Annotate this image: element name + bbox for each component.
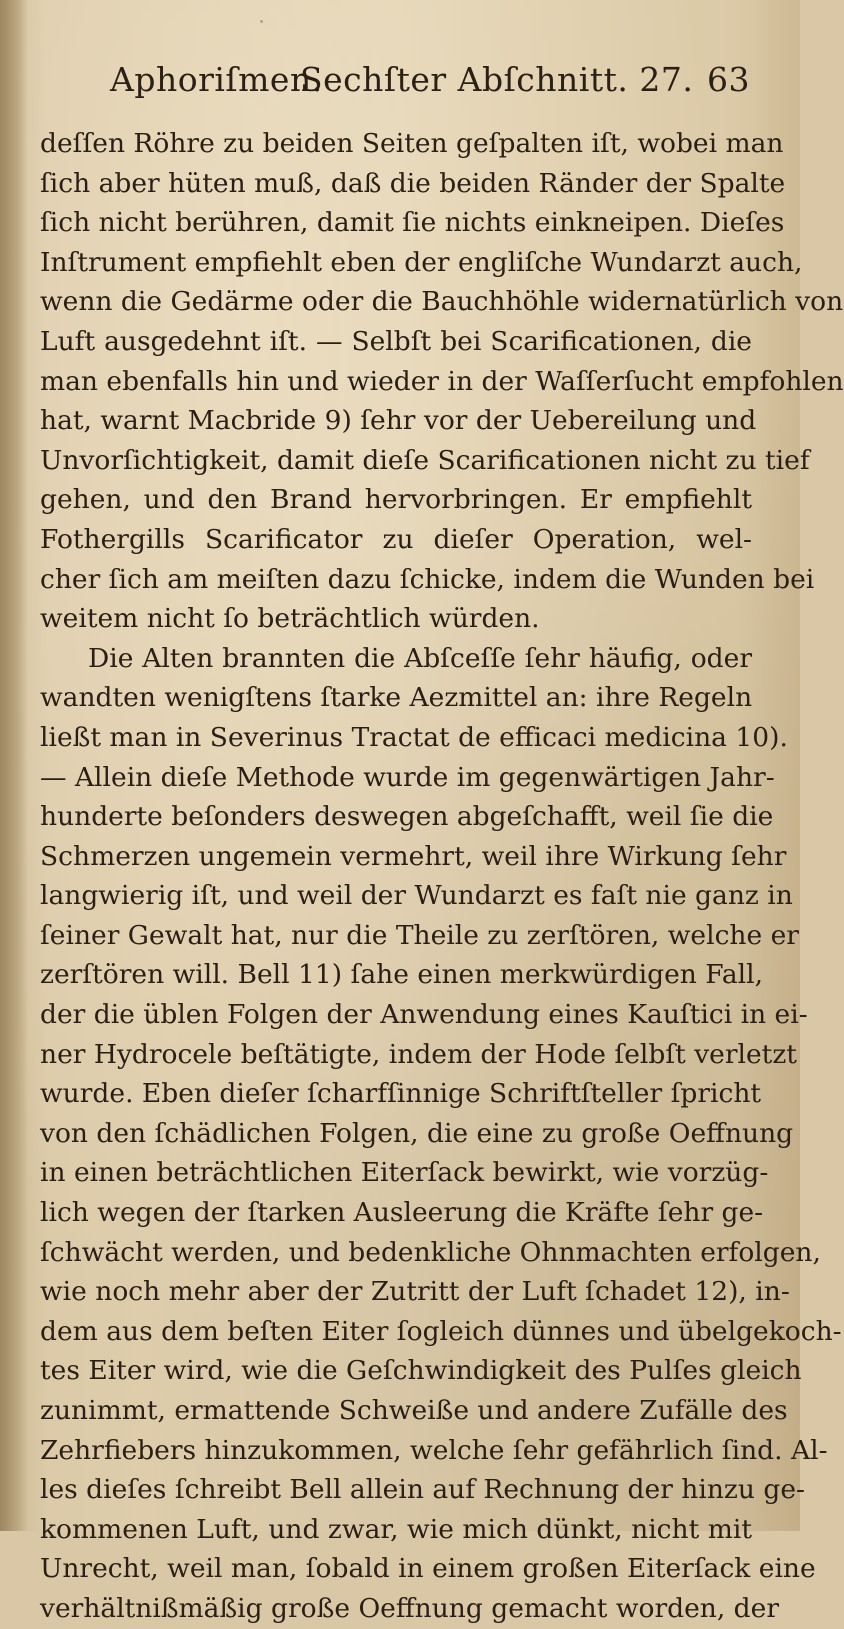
page-gutter	[0, 0, 28, 1531]
text-line: ſich aber hüten muß, daß die beiden Ränder der Spalte	[40, 167, 786, 199]
page-number: 63	[707, 60, 750, 99]
paper-speck	[260, 20, 263, 23]
text-line: gehen, und den Brand hervorbringen. Er empfiehlt	[40, 484, 752, 516]
text-line: von den ſchädlichen Folgen, die eine zu große Oeffnung	[40, 1117, 794, 1149]
text-line: Unrecht, weil man, ſobald in einem großen Eiterſack eine	[40, 1553, 816, 1585]
paper-speck	[700, 1496, 703, 1499]
text-line: Inſtrument empfiehlt eben der engliſche Wundarzt auch,	[40, 246, 803, 278]
text-line: zunimmt, ermattende Schweiße und andere Zufälle des	[40, 1395, 788, 1426]
text-line: hat, warnt Macbride 9) ſehr vor der Uebereilung und	[40, 405, 757, 437]
text-line: Schmerzen ungemein vermehrt, weil ihre Wirkung ſehr	[40, 840, 787, 872]
text-line: in einen beträchtlichen Eiterſack bewirkt, wie vorzüg-	[40, 1157, 769, 1189]
text-line: wandten wenigſtens ſtarke Aezmittel an: ihre Regeln	[40, 682, 753, 714]
text-line: weitem nicht ſo beträchtlich würden.	[40, 603, 540, 635]
text-line: tes Eiter wird, wie die Geſchwindigkeit des Pulſes gleich	[40, 1355, 802, 1387]
text-line: ſich nicht berühren, damit ſie nichts einkneipen. Dieſes	[40, 207, 785, 239]
text-line: kommenen Luft, und zwar, wie mich dünkt, nicht mit	[40, 1513, 752, 1545]
running-title: Aphoriſmen.	[110, 60, 323, 99]
text-line: les dieſes ſchreibt Bell allein auf Rechnung der hinzu ge-	[40, 1474, 805, 1506]
text-line: — Allein dieſe Methode wurde im gegenwärtigen Jahr-	[40, 761, 775, 793]
text-line: Die Alten brannten die Abſceſſe ſehr häufig, oder	[88, 642, 752, 674]
paper-speck	[612, 1456, 615, 1459]
text-line: cher ſich am meiſten dazu ſchicke, indem die Wunden bei	[40, 563, 815, 595]
text-line: ner Hydrocele beſtätigte, indem der Hode ſelbſt verletzt	[40, 1038, 797, 1070]
text-line: lich wegen der ſtarken Ausleerung die Kräfte ſehr ge-	[40, 1197, 764, 1229]
text-line: Zehrfiebers hinzukommen, welche ſehr gefährlich ſind. Al-	[40, 1434, 828, 1466]
text-line: langwierig iſt, und weil der Wundarzt es faſt nie ganz in	[40, 880, 793, 912]
text-line: wenn die Gedärme oder die Bauchhöhle widernatürlich von	[40, 286, 844, 318]
page-header	[110, 52, 750, 102]
text-line: wurde. Eben dieſer ſcharfſinnige Schriftſteller ſpricht	[40, 1078, 762, 1110]
text-line: Luft ausgedehnt iſt. — Selbſt bei Scarificationen, die	[40, 325, 752, 357]
text-line: ſeiner Gewalt hat, nur die Theile zu zerſtören, welche er	[40, 919, 799, 951]
text-line: hunderte beſonders deswegen abgeſchafft, weil ſie die	[40, 801, 774, 833]
text-line: ſchwächt werden, und bedenkliche Ohnmachten erfolgen,	[40, 1236, 821, 1268]
text-line: wie noch mehr aber der Zutritt der Luft ſchadet 12), in-	[40, 1276, 790, 1308]
text-line: dem aus dem beſten Eiter ſogleich dünnes und übelgekoch-	[40, 1315, 842, 1347]
text-line: ließt man in Severinus Tractat de efficaci medicina 10).	[40, 721, 788, 753]
text-line: verhältnißmäßig große Oeffnung gemacht worden, der	[40, 1592, 779, 1624]
text-line: zerſtören will. Bell 11) ſahe einen merkwürdigen Fall,	[40, 959, 764, 991]
text-line: Unvorſichtigkeit, damit dieſe Scarificationen nicht zu tief	[40, 444, 810, 476]
body-text	[40, 124, 844, 1629]
text-line: man ebenfalls hin und wieder in der Waſſerſucht empfohlen	[40, 365, 844, 397]
text-line: der die üblen Folgen der Anwendung eines Kauſtici in ei-	[40, 999, 808, 1031]
section-title: Sechſter Abſchnitt. 27.	[300, 60, 694, 99]
text-line: Fothergills Scarificator zu dieſer Operation, wel-	[40, 523, 752, 555]
text-line: deſſen Röhre zu beiden Seiten geſpalten iſt, wobei man	[40, 128, 784, 159]
